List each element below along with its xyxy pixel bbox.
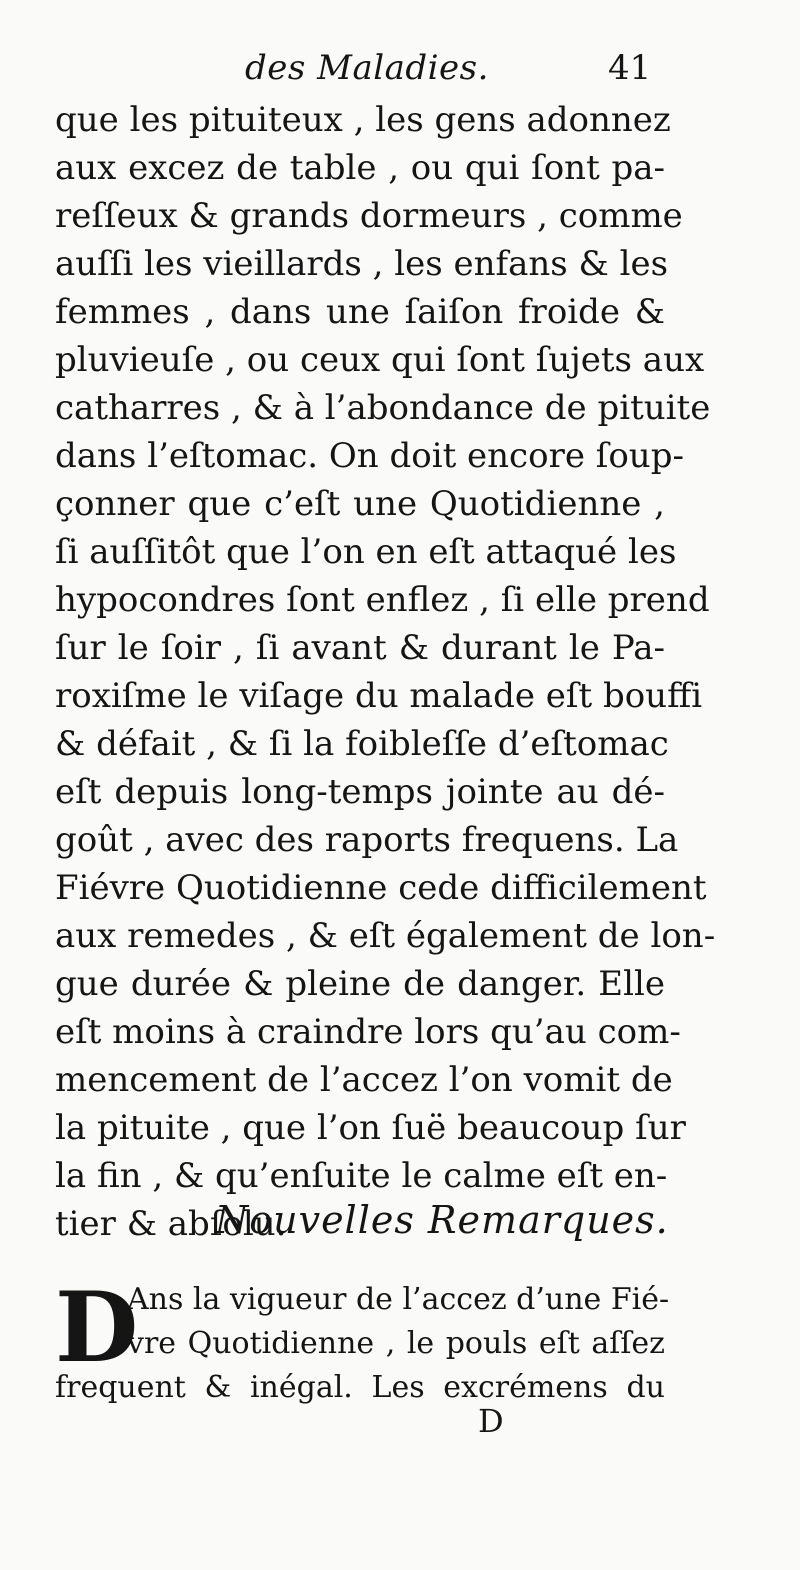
text-line: dans l’eſtomac. On doit encore ſoup- bbox=[55, 436, 684, 476]
text-line: Fiévre Quotidienne cede difficilement bbox=[55, 868, 707, 908]
text-line: reſſeux & grands dormeurs , comme bbox=[55, 196, 683, 236]
text-line: Ans la vigueur de l’accez d’une Fié- bbox=[127, 1282, 670, 1317]
text-line: que les pituiteux , les gens adonnez bbox=[55, 100, 671, 140]
text-line: roxiſme le viſage du malade eſt bouffi bbox=[55, 676, 703, 716]
text-line: catharres , & à l’abondance de pituite bbox=[55, 388, 711, 428]
drop-cap: D bbox=[55, 1271, 139, 1384]
text-line: eſt depuis long-temps jointe au dé- bbox=[55, 772, 665, 812]
text-line: auſſi les vieillards , les enfans & les bbox=[55, 244, 669, 284]
text-line: la fin , & qu’enſuite le calme eſt en- bbox=[55, 1156, 668, 1196]
section-paragraph bbox=[55, 1271, 670, 1410]
running-title: des Maladies. bbox=[245, 48, 489, 88]
main-paragraph bbox=[55, 96, 716, 1248]
text-line: aux remedes , & eſt également de lon- bbox=[55, 916, 716, 956]
text-line: çonner que c’eſt une Quotidienne , bbox=[55, 484, 665, 524]
text-line: la pituite , que l’on ſuë beaucoup ſur bbox=[55, 1108, 686, 1148]
text-line: vre Quotidienne , le pouls eſt aſſez bbox=[127, 1326, 665, 1361]
text-line: femmes , dans une ſaiſon froide & bbox=[55, 292, 665, 332]
text-line: eſt moins à craindre lors qu’au com- bbox=[55, 1012, 681, 1052]
text-line: goût , avec des raports frequens. La bbox=[55, 820, 679, 860]
text-line: ſi auſſitôt que l’on en eſt attaqué les bbox=[55, 532, 677, 572]
text-line: pluvieuſe , ou ceux qui ſont ſujets aux bbox=[55, 340, 705, 380]
text-line: mencement de l’accez l’on vomit de bbox=[55, 1060, 673, 1100]
text-line: hypocondres ſont enflez , ſi elle prend bbox=[55, 580, 710, 620]
text-line: gue durée & pleine de danger. Elle bbox=[55, 964, 665, 1004]
text-line: ſur le ſoir , ſi avant & durant le Pa- bbox=[55, 628, 665, 668]
page-number: 41 bbox=[608, 48, 652, 88]
text-line: tier & abſolu. bbox=[55, 1204, 287, 1244]
signature-mark: D bbox=[478, 1402, 504, 1440]
section-heading: Nouvelles Remarques. bbox=[215, 1198, 669, 1242]
text-line: aux excez de table , ou qui ſont pa- bbox=[55, 148, 665, 188]
text-line: & défait , & ſi la foibleſſe d’eſtomac bbox=[55, 724, 669, 764]
text-line: frequent & inégal. Les excrémens du bbox=[55, 1370, 665, 1405]
